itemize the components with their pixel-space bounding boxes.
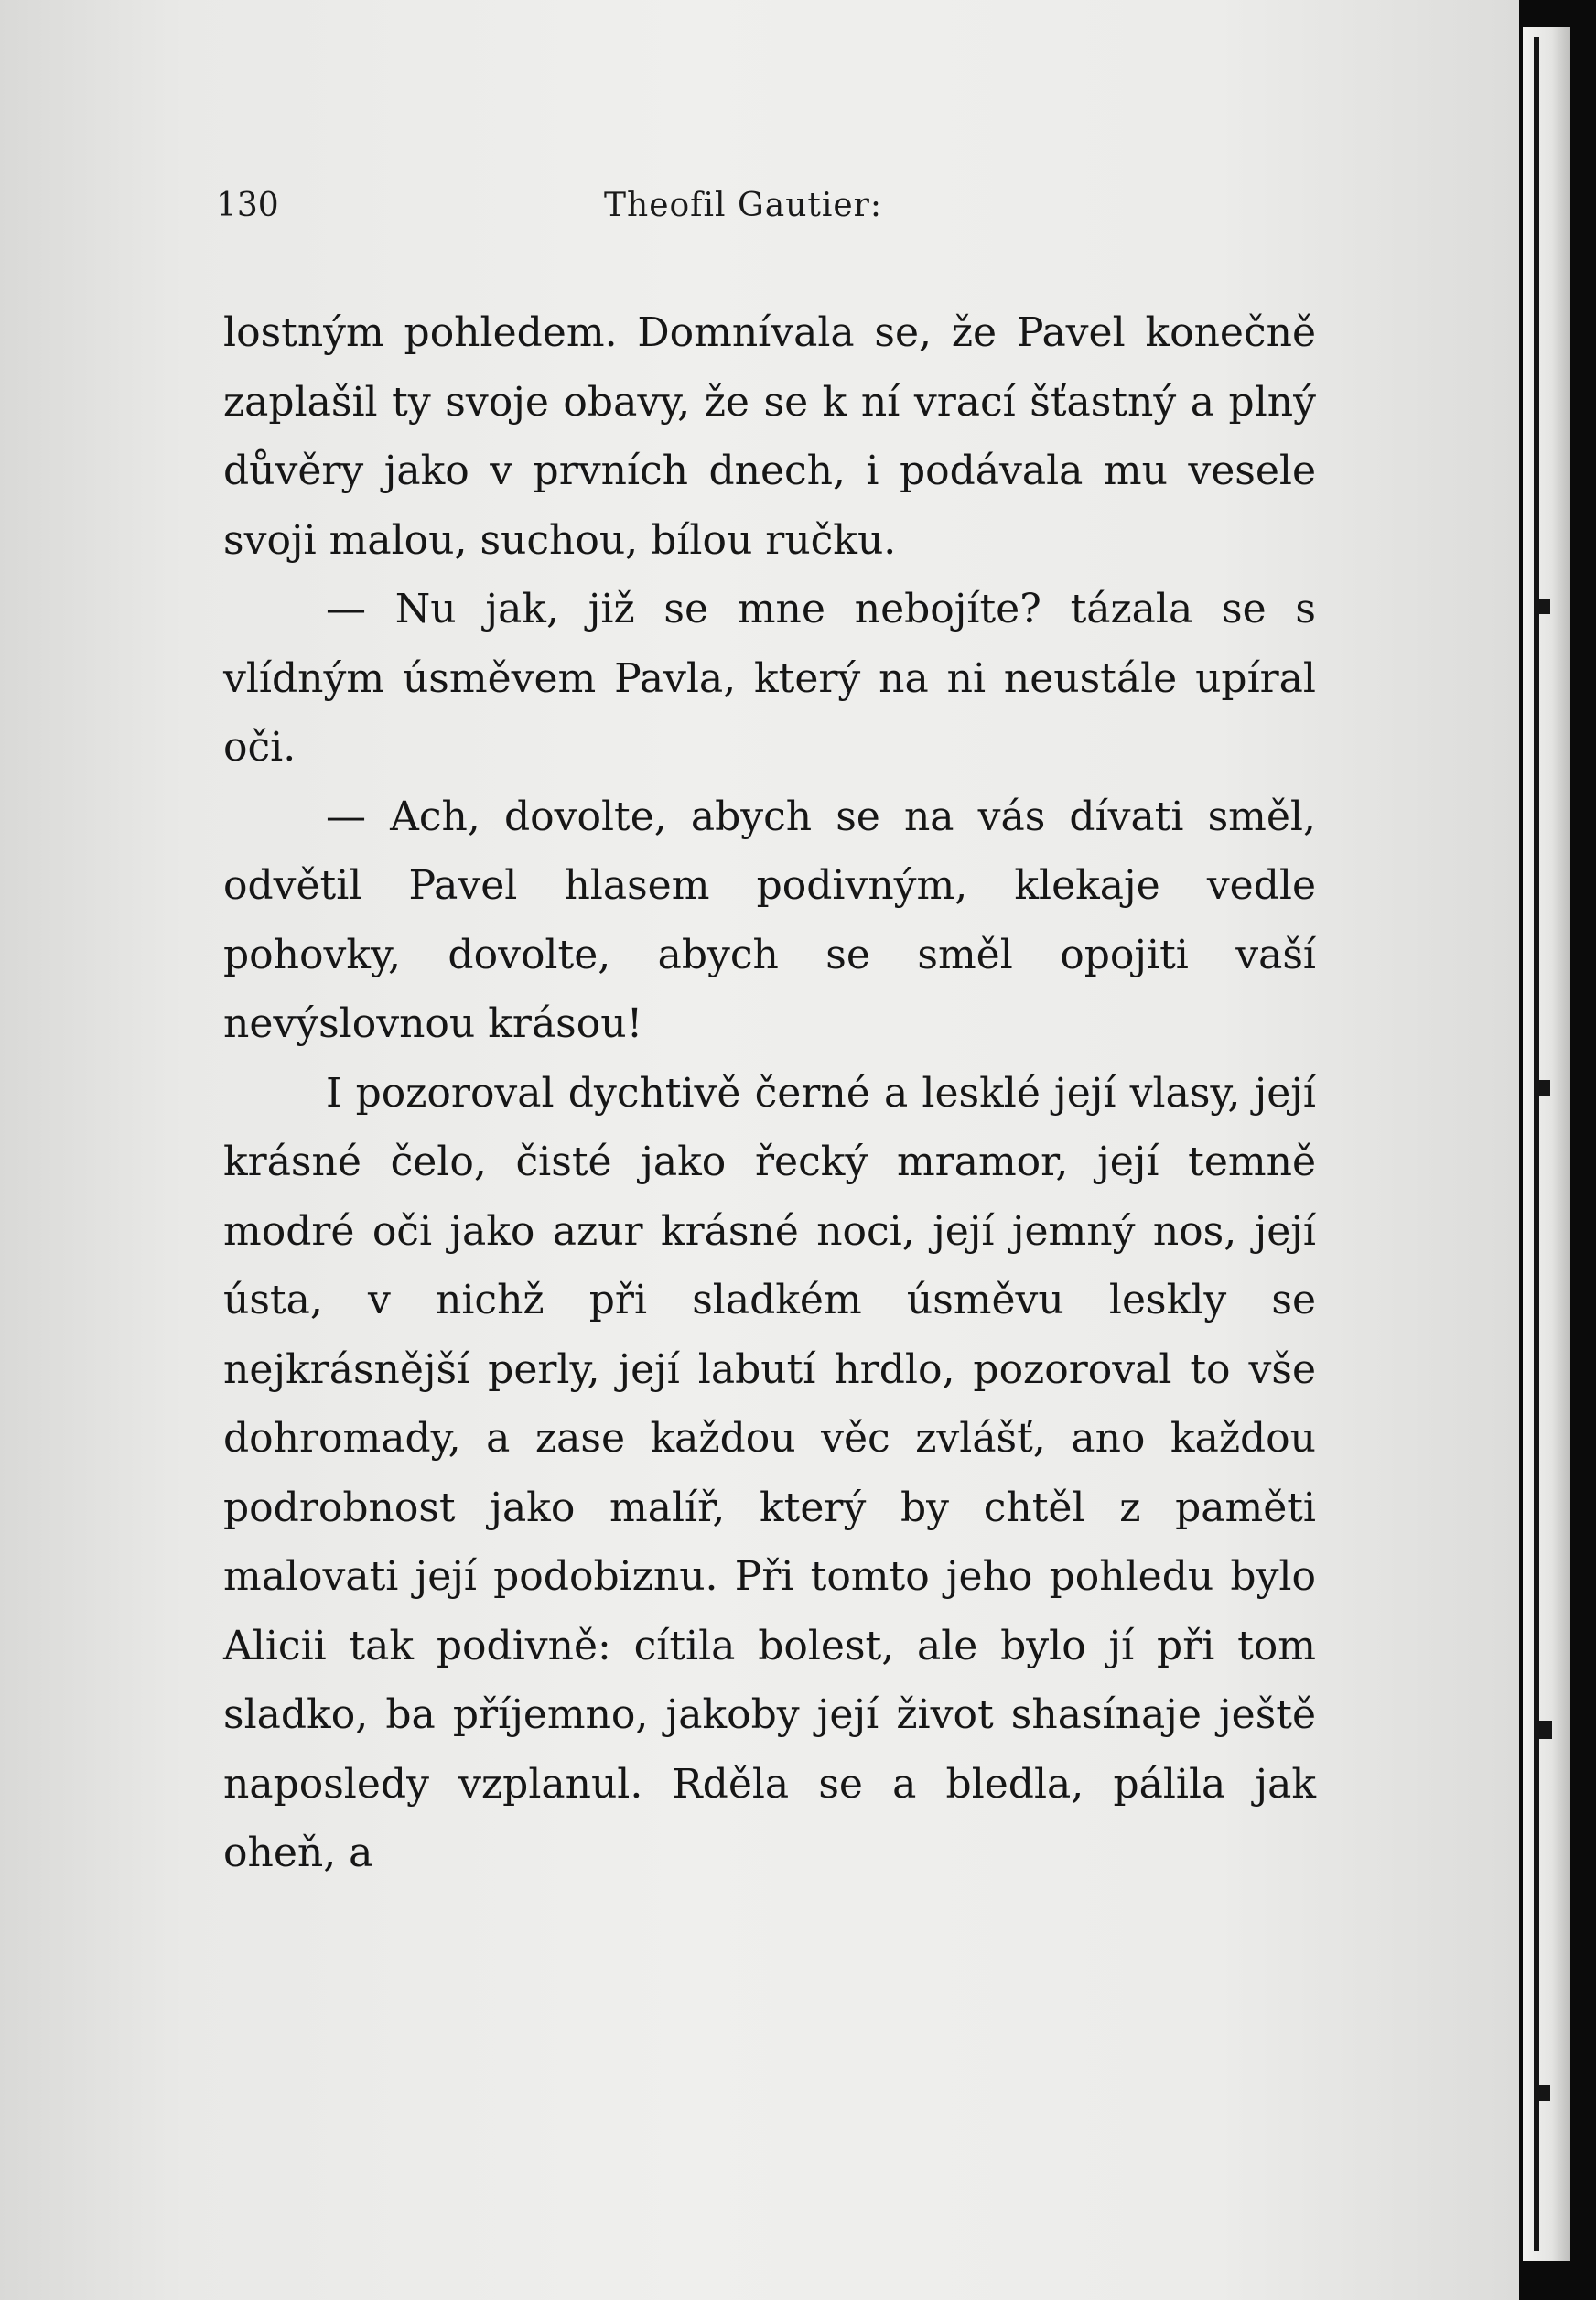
edge-mark bbox=[1539, 2085, 1550, 2101]
edge-mark bbox=[1539, 1721, 1552, 1739]
page-number: 130 bbox=[216, 187, 279, 224]
paragraph-description: I pozoroval dychtivě černé a lesklé její vlasy, její krásné čelo, čisté jako řecký mramor, její temně modré oči jako azur krásné noci, její jemný nos, její ústa, v nichž při sladkém úsměvu leskly se nejkrásnější perly, její labutí hrdlo, pozoroval to vše dohromady, a zase každou věc zvlášť, ano každou podrobnost jako malíř, který by chtěl z paměti malovati její podobiznu. Při tomto jeho pohledu bylo Alicii tak podivně: cítila bolest, ale bylo jí při tom sladko, ba příjemno, jakoby její život shasínaje ještě naposledy vzplanul. Rděla se a bledla, pálila jak oheň, a bbox=[223, 1069, 1316, 1876]
running-title: Theofil Gautier: bbox=[604, 187, 882, 224]
edge-mark bbox=[1539, 1080, 1550, 1096]
paragraph-continuation: lostným pohledem. Domnívala se, že Pavel konečně zaplašil ty svoje obavy, že se k ní vrací šťastný a plný důvěry jako v prvních dnech, i podávala mu vesele svoji malou, suchou, bílou ručku. bbox=[223, 309, 1316, 564]
paragraph-dialogue-1: — Nu jak, již se mne nebojíte? tázala se s vlídným úsměvem Pavla, který na ni neustále upíral oči. bbox=[223, 586, 1316, 771]
body-text bbox=[223, 298, 1316, 1888]
page-header bbox=[0, 183, 1519, 238]
page-edge-line bbox=[1534, 37, 1539, 2251]
page-edge-strip bbox=[1523, 27, 1570, 2261]
paragraph-dialogue-2: — Ach, dovolte, abych se na vás dívati směl, odvětil Pavel hlasem podivným, klekaje vedle pohovky, dovolte, abych se směl opojiti vaší nevýslovnou krásou! bbox=[223, 793, 1316, 1047]
edge-mark bbox=[1539, 599, 1550, 614]
